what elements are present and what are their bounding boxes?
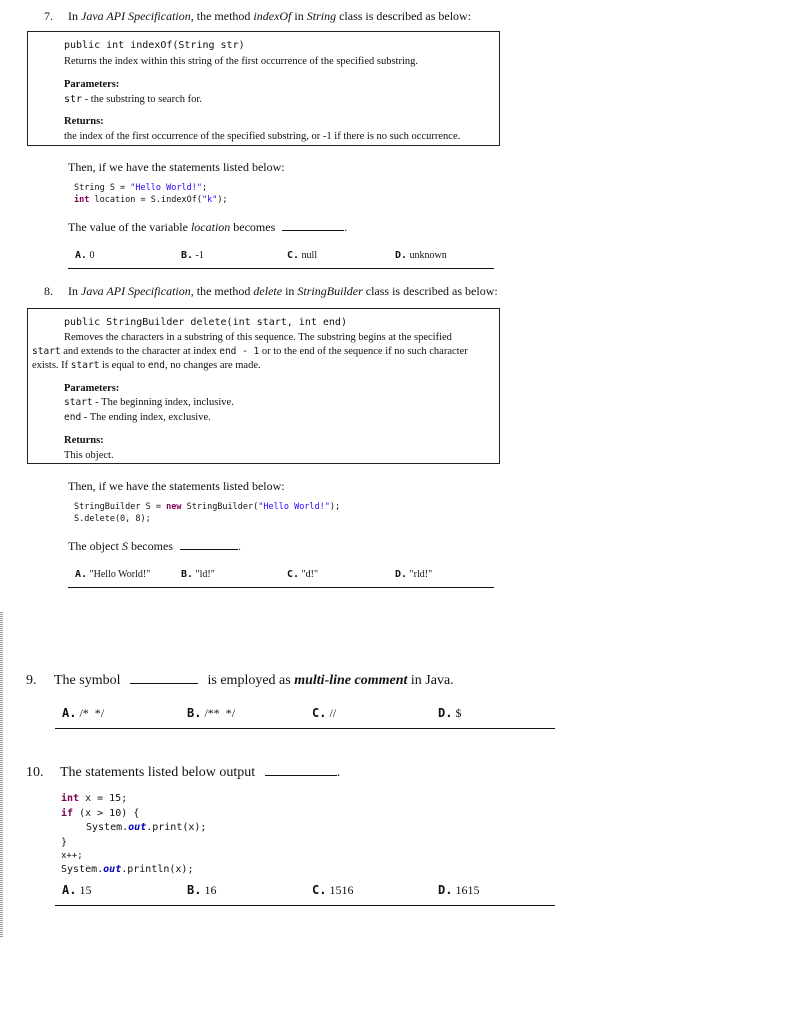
q8-stem: 8. In Java API Specification, the method delete in StringBuilder class is described as below: <box>44 284 498 298</box>
q7-signature: public int indexOf(String str) <box>64 40 245 51</box>
q9-option-c[interactable]: C. // <box>312 706 337 720</box>
q10-code-line4: } <box>61 837 68 848</box>
q7-stem: 7. In Java API Specification, the method indexOf in String class is described as below: <box>44 9 472 23</box>
q8-code-line2: S.delete(0, 8); <box>74 514 151 524</box>
q7-params-label: Parameters: <box>64 79 120 90</box>
q7-value-line: The value of the variable location becomes . <box>68 220 348 234</box>
q8-param-start: start - The beginning index, inclusive. <box>64 397 234 408</box>
q9-divider <box>55 728 555 729</box>
q10-option-a[interactable]: A. 15 <box>62 883 92 897</box>
q7-description: Returns the index within this string of the first occurrence of the specified substring. <box>64 56 419 67</box>
q8-params-label: Parameters: <box>64 383 120 394</box>
q7-option-a[interactable]: A. 0 <box>75 250 95 261</box>
q10-option-b[interactable]: B. 16 <box>187 883 217 897</box>
q8-returns-label: Returns: <box>64 435 104 446</box>
q9-number: 9. <box>26 673 37 688</box>
q10-divider <box>55 905 555 906</box>
q8-value-line: The object S becomes . <box>68 539 241 553</box>
q8-then: Then, if we have the statements listed below: <box>68 479 285 493</box>
q8-signature: public StringBuilder delete(int start, int end) <box>64 317 347 328</box>
q8-returns-desc: This object. <box>64 450 114 461</box>
q7-code-line2: int location = S.indexOf("k"); <box>74 195 228 205</box>
q10-code-line2: if (x > 10) { <box>61 808 140 819</box>
q7-divider <box>68 268 494 269</box>
left-margin-rule <box>0 612 3 938</box>
q7-option-b[interactable]: B. -1 <box>181 250 204 261</box>
q8-answer-blank[interactable] <box>180 539 238 550</box>
q7-number: 7. <box>44 9 53 23</box>
q8-option-d[interactable]: D. "rld!" <box>395 569 433 580</box>
q7-returns-label: Returns: <box>64 116 104 127</box>
q8-option-c[interactable]: C. "d!" <box>287 569 319 580</box>
q10-code-line3: System.out.print(x); <box>86 822 207 833</box>
q7-answer-blank[interactable] <box>282 220 344 231</box>
q10-code-line1: int x = 15; <box>61 793 128 804</box>
q8-option-a[interactable]: A. "Hello World!" <box>75 569 151 580</box>
q10-option-d[interactable]: D. 1615 <box>438 883 480 897</box>
q8-param-end: end - The ending index, exclusive. <box>64 412 211 423</box>
q9-option-a[interactable]: A. /* */ <box>62 706 105 720</box>
q9-option-d[interactable]: D. $ <box>438 706 462 720</box>
q10-code-line6: System.out.println(x); <box>61 864 194 875</box>
q9-answer-blank[interactable] <box>130 673 198 684</box>
q8-desc-line1: Removes the characters in a substring of this sequence. The substring begins at the specified <box>64 332 452 343</box>
q8-divider <box>68 587 494 588</box>
q8-option-b[interactable]: B. "ld!" <box>181 569 215 580</box>
q10-stem: 10. The statements listed below output . <box>26 765 341 780</box>
q7-then: Then, if we have the statements listed below: <box>68 160 285 174</box>
q8-desc-line3: exists. If start is equal to end, no changes are made. <box>32 360 261 371</box>
q8-code-line1: StringBuilder S = new StringBuilder("Hello World!"); <box>74 502 341 512</box>
q8-desc-line2: start and extends to the character at index end - 1 or to the end of the sequence if no such character <box>32 346 468 357</box>
q9-stem: 9. The symbol is employed as multi-line comment in Java. <box>26 673 454 688</box>
q9-option-b[interactable]: B. /** */ <box>187 706 236 720</box>
q10-code-line5: x++; <box>61 851 83 861</box>
q10-answer-blank[interactable] <box>265 765 337 776</box>
q7-option-c[interactable]: C. null <box>287 250 318 261</box>
q7-code-line1: String S = "Hello World!"; <box>74 183 208 193</box>
q10-number: 10. <box>26 765 44 780</box>
q7-param: str - the substring to search for. <box>64 94 202 105</box>
q7-option-d[interactable]: D. unknown <box>395 250 447 261</box>
q7-returns-desc: the index of the first occurrence of the specified substring, or -1 if there is no such occurrence. <box>64 131 461 142</box>
q8-number: 8. <box>44 284 53 298</box>
q10-option-c[interactable]: C. 1516 <box>312 883 354 897</box>
